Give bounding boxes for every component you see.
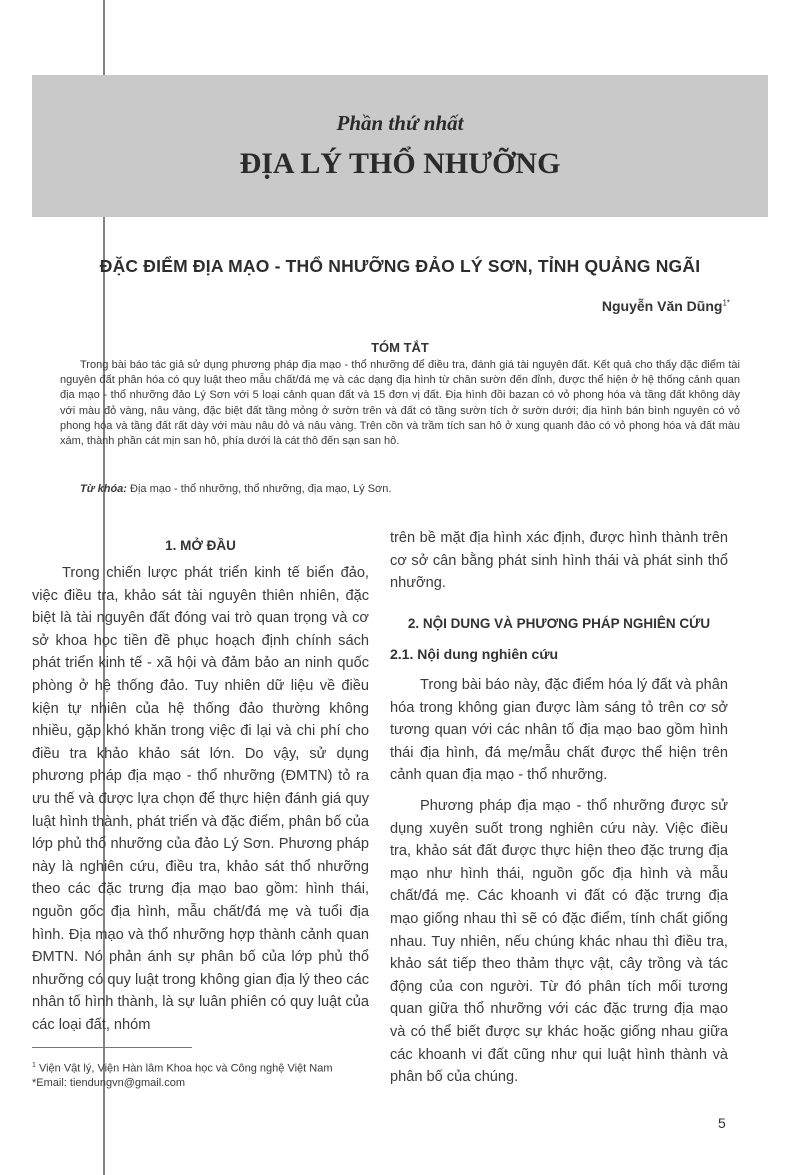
section-2-heading: 2. NỘI DUNG VÀ PHƯƠNG PHÁP NGHIÊN CỨU <box>407 616 711 631</box>
footnote-mark: 1 <box>32 1062 36 1069</box>
abstract-heading: TÓM TẮT <box>371 340 429 355</box>
page-number: 5 <box>718 1115 726 1131</box>
chapter-title: ĐỊA LÝ THỔ NHƯỠNG <box>239 147 561 180</box>
author <box>602 298 730 314</box>
keywords-text: Địa mạo - thổ nhưỡng, thổ nhưỡng, địa mạo, Lý Sơn. <box>130 483 392 495</box>
part-label: Phần thứ nhất <box>336 111 464 135</box>
content-paragraph-1: Trong bài báo này, đặc điểm hóa lý đất và phân hóa trong không gian được làm sáng tỏ trên cơ sở tương quan với các nhân tố địa mạo bao gồm hình thái địa hình, đá mẹ/mẫu chất được thể hiện trên cảnh quan địa mạo - thổ nhưỡng. <box>390 677 728 784</box>
footnote-affiliation: Viện Vật lý, Viện Hàn lâm Khoa học và Công nghệ Việt Nam <box>38 1062 333 1075</box>
abstract-text: Trong bài báo tác giả sử dụng phương pháp địa mạo - thổ nhưỡng để điều tra, đánh giá tài nguyên đất. Kết quả cho thấy đặc điểm tài nguyên đất phân hóa có quy luật theo mẫu chất/đá mẹ và các dạng địa hình từ chân sườn đến đỉnh, được thể hiện ở hệ thống cảnh quan địa mạo - thổ nhưỡng đảo Lý Sơn với 5 loại cảnh quan đất và 15 đơn vị đất. Địa hình đồi bazan có vỏ phong hóa và tầng đất không dày với màu đỏ vàng, nâu vàng, đặc biệt đất tầng mỏng ở sườn trên và đất có tầng sườn tích ở sườn dưới; địa hình bán bình nguyên có vỏ phong hóa và tầng đất rất dày với màu nâu đỏ và nâu vàng. Trên cồn và trầm tích san hô ở xung quanh đảo có vỏ phong hóa và đất màu xám, thành phần cát mịn san hô, phía dưới là cát thô đến sạn san hô. <box>60 359 740 448</box>
subsection-2-1-heading: 2.1. Nội dung nghiên cứu <box>390 646 559 662</box>
footnote-divider <box>32 1047 192 1048</box>
right-column-top <box>390 527 728 595</box>
chapter-banner <box>32 75 768 217</box>
footnote-email: *Email: tiendungvn@gmail.com <box>32 1076 186 1089</box>
right-column-body <box>390 674 728 1089</box>
author-mark: 1* <box>722 298 730 308</box>
keywords <box>60 483 740 495</box>
article-title: ĐẶC ĐIỂM ĐỊA MẠO - THỔ NHƯỠNG ĐẢO LÝ SƠN, TỈNH QUẢNG NGÃI <box>99 256 701 276</box>
keywords-label: Từ khóa: <box>80 483 127 495</box>
intro-paragraph: Trong chiến lược phát triển kinh tế biển đảo, việc điều tra, khảo sát tài nguyên thiên nhiên, đặc biệt là tài nguyên đất đóng vai trò quan trọng và cơ sở khoa học tiền đề phục hoạch định chính sách phát triển kinh tế - xã hội và đảm bảo an ninh quốc phòng ở hệ thống đảo. Tuy nhiên dữ liệu về điều kiện tự nhiên của hệ thống đảo thường không nhiều, gặp khó khăn trong việc đi lại và chi phí cho điều tra khảo khảo sát lớn. Do vậy, sử dụng phương pháp địa mạo - thổ nhưỡng (ĐMTN) tỏ ra ưu thế và được lựa chọn để thực hiện đánh giá quy luật hình thành, phát triển và đặc điểm, phân bố của lớp phủ thổ nhưỡng của đảo Lý Sơn. Phương pháp này là nghiên cứu, điều tra, khảo sát thổ nhưỡng theo các đặc trưng địa mạo bao gồm: hình thái, nguồn gốc địa hình, mẫu chất/đá mẹ và tuổi địa hình. Địa mạo và thổ nhưỡng hợp thành cảnh quan ĐMTN. Nó phản ánh sự phân bố của lớp phủ thổ nhưỡng có quy luật trong không gian địa lý theo các nhân tố hình thành, là sự luân phiên có quy luật của các loại đất, nhóm <box>32 565 369 1033</box>
content-paragraph-2: Phương pháp địa mạo - thổ nhưỡng được sử dụng xuyên suốt trong nghiên cứu này. Việc điều tra, khảo sát đất được thực hiện theo đặc trưng địa mạo như hình thái, nguồn gốc địa hình và mẫu chất/đá mẹ. Các khoanh vi đất có đặc trưng địa mạo giống nhau thì sẽ có đặc điểm, tính chất giống nhau. Tuy nhiên, nếu chúng khác nhau thì điều tra, khảo sát tiếp theo thảm thực vật, cây trồng và tác động của con người. Từ đó phân tích mối tương quan giữa thổ nhưỡng với các đặc trưng địa mạo và có thể biết được sự khác hoặc giống nhau giữa các khoanh vi đất cũng như qui luật hình thành và phân bố của chúng. <box>390 797 728 1086</box>
footnote <box>32 1059 372 1090</box>
author-name: Nguyễn Văn Dũng <box>601 298 723 314</box>
intro-continuation: trên bề mặt địa hình xác định, được hình thành trên cơ sở cân bằng phát sinh hình thái và phát sinh thổ nhưỡng. <box>390 530 728 592</box>
left-column <box>32 562 369 1036</box>
section-1-heading: 1. MỞ ĐẦU <box>165 538 236 553</box>
